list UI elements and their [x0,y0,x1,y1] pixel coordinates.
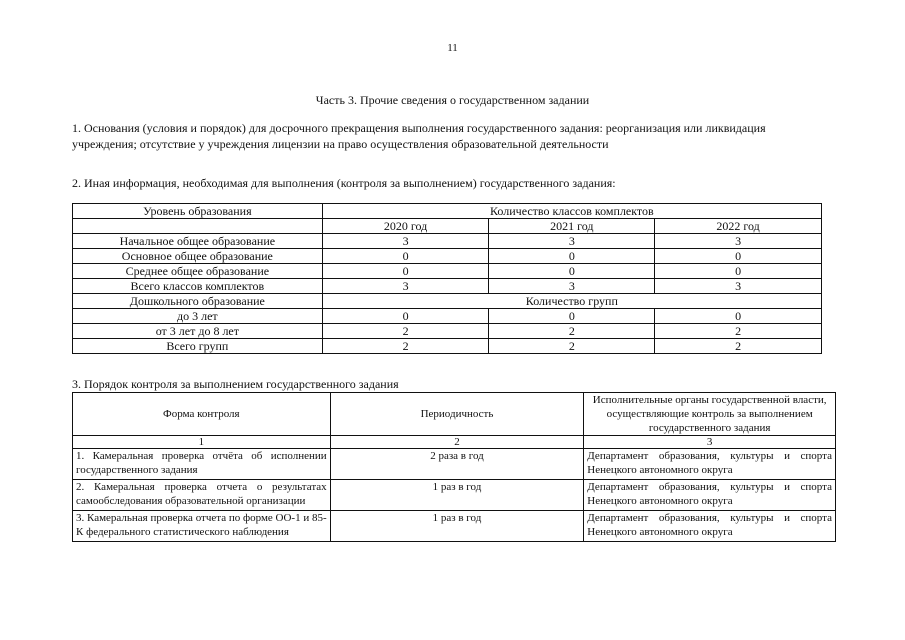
cell-value: 0 [655,264,822,279]
control-form: 2. Камеральная проверка отчета о результатах самообследования образовательной организации [73,480,331,511]
section-3-text: 3. Порядок контроля за выполнением государственного задания [72,377,399,391]
empty-cell [73,219,323,234]
table-row [73,449,836,480]
control-form: 3. Камеральная проверка отчета по форме ОО-1 и 85-К федерального статистического наблюдения [73,511,331,542]
row-label: Начальное общее образование [73,234,323,249]
column-number: 1 [73,436,331,449]
table-row [73,249,822,264]
cell-value: 3 [489,279,655,294]
cell-value: 3 [655,279,822,294]
authority: Департамент образования, культуры и спорта Ненецкого автономного округа [584,480,836,511]
periodicity: 1 раз в год [330,511,584,542]
periodicity: 2 раза в год [330,449,584,480]
table-row [73,339,822,354]
cell-value: 3 [489,234,655,249]
table-row [73,511,836,542]
cell-value: 0 [322,309,489,324]
authority-header: Исполнительные органы государственной власти, осуществляющие контроль за выполнением государственного задания [584,393,836,436]
cell-value: 0 [322,249,489,264]
year-header: 2020 год [322,219,489,234]
cell-value: 0 [655,249,822,264]
cell-value: 2 [489,324,655,339]
table-row [73,309,822,324]
groups-header: Количество групп [322,294,821,309]
row-label: от 3 лет до 8 лет [73,324,323,339]
table-row [73,234,822,249]
control-form: 1. Камеральная проверка отчёта об исполнении государственного задания [73,449,331,480]
cell-value: 3 [322,234,489,249]
page-number: 11 [447,42,458,54]
row-label: Всего классов комплектов [73,279,323,294]
cell-value: 3 [655,234,822,249]
cell-value: 3 [322,279,489,294]
table-row [73,324,822,339]
periodicity-header: Периодичность [330,393,584,436]
cell-value: 2 [655,324,822,339]
preschool-label: Дошкольного образование [73,294,323,309]
control-form-header: Форма контроля [73,393,331,436]
level-header: Уровень образования [73,204,323,219]
control-table [72,392,836,542]
table-row [73,480,836,511]
column-number: 3 [584,436,836,449]
column-number: 2 [330,436,584,449]
periodicity: 1 раз в год [330,480,584,511]
cell-value: 2 [322,339,489,354]
row-label: Всего групп [73,339,323,354]
cell-value: 2 [322,324,489,339]
cell-value: 0 [322,264,489,279]
authority: Департамент образования, культуры и спорта Ненецкого автономного округа [584,511,836,542]
row-label: Среднее общее образование [73,264,323,279]
year-header: 2022 год [655,219,822,234]
cell-value: 2 [489,339,655,354]
section-2-text: 2. Иная информация, необходимая для выполнения (контроля за выполнением) государственного задания: [72,176,616,190]
row-label: Основное общее образование [73,249,323,264]
year-header: 2021 год [489,219,655,234]
classes-header: Количество классов комплектов [322,204,821,219]
cell-value: 2 [655,339,822,354]
authority: Департамент образования, культуры и спорта Ненецкого автономного округа [584,449,836,480]
classes-table [72,203,822,354]
row-label: до 3 лет [73,309,323,324]
table-row [73,264,822,279]
cell-value: 0 [489,249,655,264]
part-title: Часть 3. Прочие сведения о государственном задании [315,93,590,107]
cell-value: 0 [489,264,655,279]
section-1-text: 1. Основания (условия и порядок) для досрочного прекращения выполнения государственного задания: реорганизация или ликвидация учреждения; отсутствие у учреждения лицензии на право осуществления образовательной деятельности [72,121,766,151]
table-row [73,279,822,294]
cell-value: 0 [489,309,655,324]
cell-value: 0 [655,309,822,324]
